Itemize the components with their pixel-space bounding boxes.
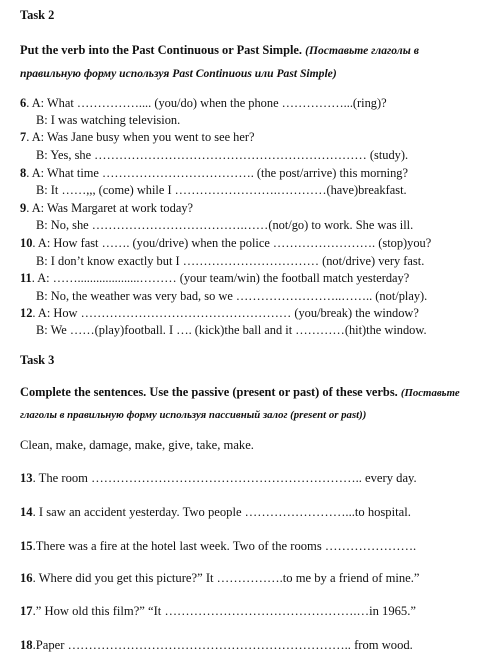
item-text: . A: Was Margaret at work today? xyxy=(26,201,194,215)
item-text: B: We ……(play)football. I …. (kick)the ball and it …………(hit)the window. xyxy=(36,323,427,337)
item-number: 9 xyxy=(20,201,27,215)
exercise-line xyxy=(20,96,387,111)
exercise-line xyxy=(20,201,193,216)
item-text: . Where did you get this picture?” It …………….to me by a friend of mine.” xyxy=(32,571,420,585)
item-text: B: No, the weather was very bad, so we ……………………..…….. (not/play). xyxy=(36,289,428,303)
verb-list: Clean, make, damage, make, give, take, make. xyxy=(20,438,254,452)
task3-heading: Task 3 xyxy=(20,353,55,367)
exercise-line xyxy=(20,638,413,653)
item-number: 13 xyxy=(20,471,33,485)
exercise-line xyxy=(36,183,407,198)
item-number: 12 xyxy=(20,306,33,320)
exercise-line xyxy=(20,539,416,554)
item-number: 10 xyxy=(20,236,33,250)
exercise-line xyxy=(36,218,413,233)
task3-instruction-ru-part2: глаголы в правильную форму используя пассивный залог (present or past)) xyxy=(20,409,367,421)
exercise-line xyxy=(36,289,427,304)
exercise-line xyxy=(20,271,409,286)
item-number: 16 xyxy=(20,571,33,585)
item-text: . The room ……………………………………………………….. every day. xyxy=(32,471,417,485)
task3-instruction: Complete the sentences. Use the passive (present or past) of these verbs. xyxy=(20,385,398,399)
exercise-line xyxy=(20,604,416,619)
item-text: B: No, she ……………………………….……(not/go) to work. She was ill. xyxy=(36,218,414,232)
item-number: 8 xyxy=(20,166,27,180)
task2-instruction-ru-part1: (Поставьте глаголы в xyxy=(305,44,419,57)
exercise-line xyxy=(36,113,180,128)
task3-instruction-line1 xyxy=(20,385,460,401)
item-number: 7 xyxy=(20,130,27,144)
exercise-line xyxy=(20,571,420,586)
task3-instruction-ru-part1: (Поставьте xyxy=(400,387,460,399)
item-text: . A: Was Jane busy when you went to see her? xyxy=(26,130,255,144)
task2-instruction-line2 xyxy=(20,66,337,81)
item-number: 11 xyxy=(20,271,32,285)
task2-heading: Task 2 xyxy=(20,8,55,22)
item-number: 14 xyxy=(20,505,33,519)
item-text: . A: What time ………………………………. (the post/arrive) this morning? xyxy=(26,166,408,180)
item-text: B: I was watching television. xyxy=(36,113,181,127)
item-number: 6 xyxy=(20,96,27,110)
item-text: .” How old this film?” “It ……………………………………….…in 1965.” xyxy=(32,604,416,618)
task3-instruction-line2 xyxy=(20,407,366,423)
item-text: . A: How …………………………………………… (you/break) the window? xyxy=(32,306,419,320)
item-number: 15 xyxy=(20,539,33,553)
item-number: 18 xyxy=(20,638,33,652)
exercise-line xyxy=(20,130,255,145)
exercise-line xyxy=(20,505,411,520)
item-text: . A: ……....................……… (your team/win) the football match yesterday? xyxy=(31,271,410,285)
item-text: .Paper ………………………………………………………….. from wood. xyxy=(32,638,413,652)
exercise-line xyxy=(20,166,408,181)
item-text: B: It ……,,, (come) while I …………………….…………(have)breakfast. xyxy=(36,183,407,197)
item-text: B: I don’t know exactly but I …………………………… (not/drive) very fast. xyxy=(36,254,425,268)
task2-instruction: Put the verb into the Past Continuous or Past Simple. xyxy=(20,43,303,57)
item-text: .There was a fire at the hotel last week. Two of the rooms …………………. xyxy=(32,539,417,553)
exercise-line xyxy=(20,471,417,486)
exercise-line xyxy=(20,236,431,251)
item-text: . A: What …………….... (you/do) when the phone ……………...(ring)? xyxy=(26,96,387,110)
exercise-line xyxy=(36,148,408,163)
exercise-line xyxy=(20,306,419,321)
item-text: . I saw an accident yesterday. Two people ……………………...to hospital. xyxy=(32,505,411,519)
task2-instruction-ru-part2: правильную форму используя Past Continuous или Past Simple) xyxy=(20,67,337,80)
exercise-line xyxy=(36,254,424,269)
item-number: 17 xyxy=(20,604,33,618)
task2-instruction-line1 xyxy=(20,43,419,58)
exercise-line xyxy=(36,323,427,338)
item-text: B: Yes, she ………………………………………………………… (study). xyxy=(36,148,409,162)
item-text: . A: How fast ……. (you/drive) when the police ……………………. (stop)you? xyxy=(32,236,432,250)
